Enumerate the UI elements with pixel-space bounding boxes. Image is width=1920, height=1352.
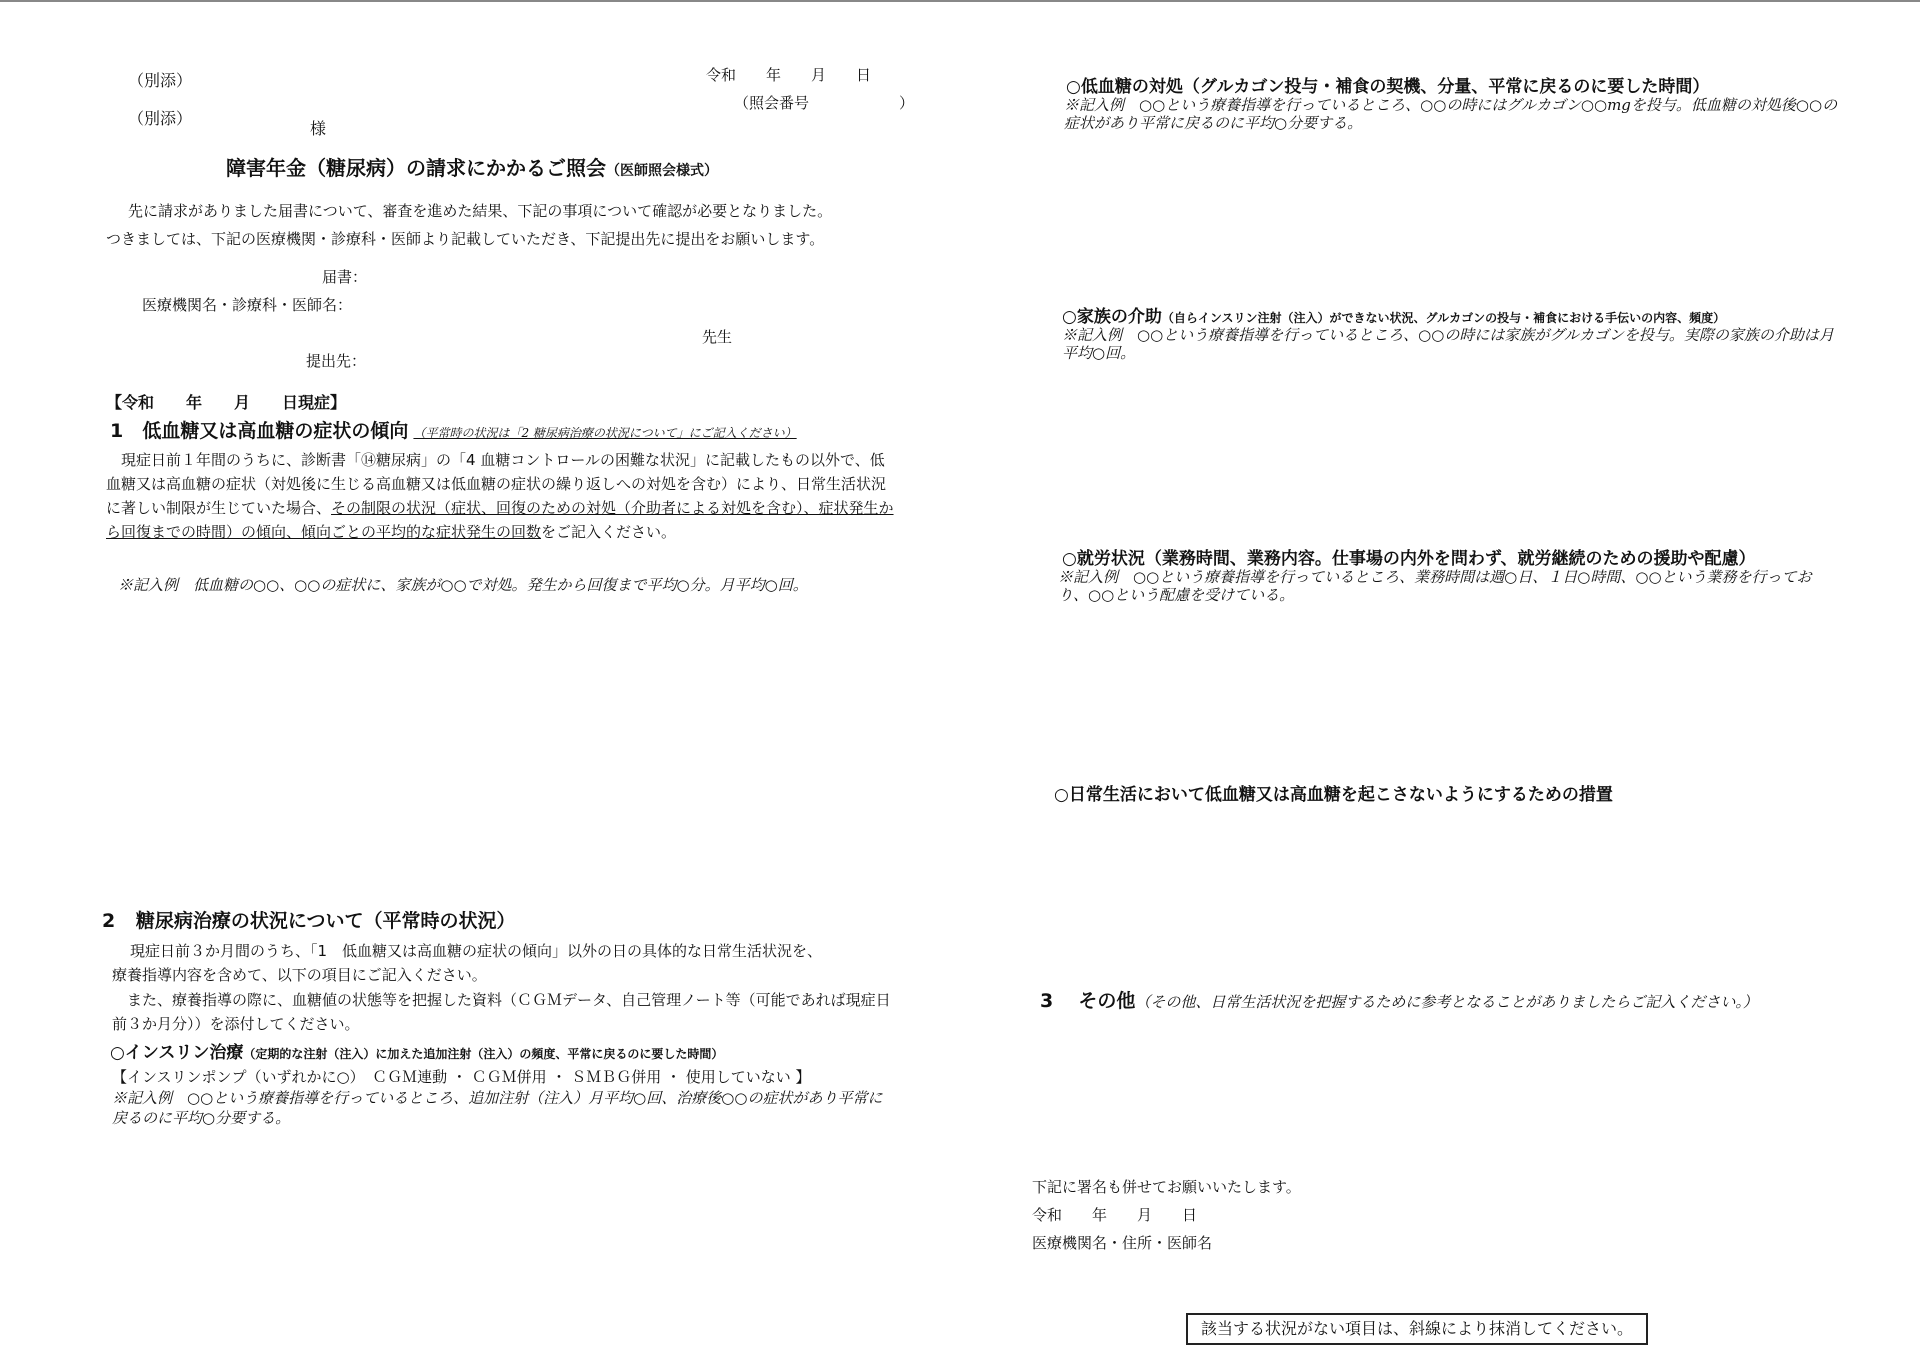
section-1-body-underlined: その制限の状況（症状、回復のための対処（介助者による対処を含む）、症状発生から回復までの時間）の傾向、傾向ごとの平均的な症状発生の回数 (106, 499, 894, 541)
section-1-title: 低血糖又は高血糖の症状の傾向 (142, 420, 409, 442)
section-2-number: 2 (102, 910, 116, 932)
issue-date: 令和 年 月 日 (706, 66, 872, 84)
signature-date: 令和 年 月 日 (1032, 1206, 1198, 1224)
insulin-note: （定期的な注射（注入）に加えた追加注射（注入）の頻度、平常に戻るのに要した時間） (243, 1047, 724, 1061)
insulin-heading (110, 1038, 723, 1063)
family-assistance-title: ○家族の介助 (1062, 307, 1162, 327)
hypoglycemia-response-title: ○低血糖の対処（グルカゴン投与・補食の契機、分量、平常に戻るのに要した時間） (1066, 77, 1710, 97)
family-assistance-example: ※記入例 ○○という療養指導を行っているところ、○○の時には家族がグルカゴンを投与。実際の家族の介助は月平均○回。 (1062, 326, 1834, 362)
section-2-line-3: また、療養指導の際に、血糖値の状態等を把握した資料（ＣＧＭデータ、自己管理ノート等（可能であれば現症日前３か月分））を添付してください。 (112, 991, 891, 1033)
field-submit-to: 提出先： (306, 352, 367, 370)
attachment-label: （別添） (128, 71, 193, 90)
section-1-heading (110, 416, 797, 443)
section-3-note: （その他、日常生活状況を把握するために参考となることがありましたらご記入ください。） (1135, 993, 1758, 1011)
daily-prevention-title: ○日常生活において低血糖又は高血糖を起こさないようにするための措置 (1054, 785, 1613, 805)
section-2-title: 糖尿病治療の状況について（平常時の状況） (135, 910, 516, 932)
strike-out-instruction-box: 該当する状況がない項目は、斜線により抹消してください。 (1186, 1313, 1648, 1345)
section-2-line-2: 療養指導内容を含めて、以下の項目にご記入ください。 (112, 966, 487, 984)
insulin-example: ※記入例 ○○という療養指導を行っているところ、追加注射（注入）月平均○回、治療後○○の症状があり平常に戻るのに平均○分要する。 (112, 1089, 883, 1127)
title-sub: （医師照会様式） (606, 163, 718, 179)
attachment-label-2: （別添） (128, 109, 193, 128)
section-1-example: ※記入例 低血糖の○○、○○の症状に、家族が○○で対処。発生から回復まで平均○分。月平均○回。 (118, 576, 808, 594)
section-2-line-1: 現症日前３か月間のうち、「1 低血糖又は高血糖の症状の傾向」以外の日の具体的な日常生活状況を、 (130, 942, 823, 960)
signature-request: 下記に署名も併せてお願いいたします。 (1032, 1178, 1301, 1196)
addressee-honorific: 様 (310, 119, 327, 138)
title-main: 障害年金（糖尿病）の請求にかかるご照会 (226, 156, 606, 180)
family-assistance-heading (1062, 302, 1725, 327)
section-1-body (106, 448, 894, 544)
section-1-body-text: 現症日前１年間のうちに、診断書「⑭糖尿病」の「4 血糖コントロールの困難な状況」に記載したもの以外で、低血糖又は高血糖の症状（対処後に生じる高血糖又は低血糖の症状の繰り返しへの対処を含む）により、日常生活状況に著しい制限が生じていた場合、 (106, 451, 887, 517)
document-title (226, 152, 718, 181)
field-doctor-suffix: 先生 (702, 328, 733, 346)
field-institution: 医療機関名・診療科・医師名： (142, 296, 353, 314)
family-assistance-note: （自らインスリン注射（注入）ができない状況、グルカゴンの投与・補食における手伝いの内容、頻度） (1161, 311, 1726, 325)
section-1-number: 1 (110, 420, 124, 442)
insulin-title: ○インスリン治療 (110, 1043, 244, 1063)
field-form: 届書： (322, 268, 368, 286)
section-3-title: その他 (1078, 990, 1136, 1012)
intro-line-1: 先に請求がありました届書について、審査を進めた結果、下記の事項について確認が必要となりました。 (128, 202, 833, 220)
section-1-note: （平常時の状況は「2 糖尿病治療の状況について」にご記入ください） (413, 426, 797, 440)
current-date-label: 【令和 年 月 日現症】 (106, 393, 347, 412)
intro-line-2: つきましては、下記の医療機関・診療科・医師より記載していただき、下記提出先に提出をお願いします。 (106, 230, 825, 248)
section-3-heading (1040, 986, 1758, 1013)
insulin-pump-options: 【インスリンポンプ（いずれかに○） ＣＧＭ連動 ・ ＣＧＭ併用 ・ ＳＭＢＧ併用 ・ 使用していない 】 (112, 1068, 811, 1086)
section-1-body-end: をご記入ください。 (541, 523, 677, 541)
section-2-heading (102, 906, 515, 933)
hypoglycemia-response-example: ※記入例 ○○という療養指導を行っているところ、○○の時にはグルカゴン○○mgを投与。低血糖の対処後○○の症状があり平常に戻るのに平均○分要する。 (1064, 96, 1838, 132)
employment-example: ※記入例 ○○という療養指導を行っているところ、業務時間は週○日、１日○時間、○○という業務を行っており、○○という配慮を受けている。 (1058, 568, 1812, 604)
section-3-number: 3 (1040, 990, 1054, 1012)
signature-label: 医療機関名・住所・医師名 (1032, 1234, 1213, 1252)
employment-title: ○就労状況（業務時間、業務内容。仕事場の内外を問わず、就労継続のための援助や配慮） (1062, 549, 1756, 569)
scan-top-edge (0, 0, 1920, 2)
reference-number: （照会番号 ） (734, 94, 915, 112)
